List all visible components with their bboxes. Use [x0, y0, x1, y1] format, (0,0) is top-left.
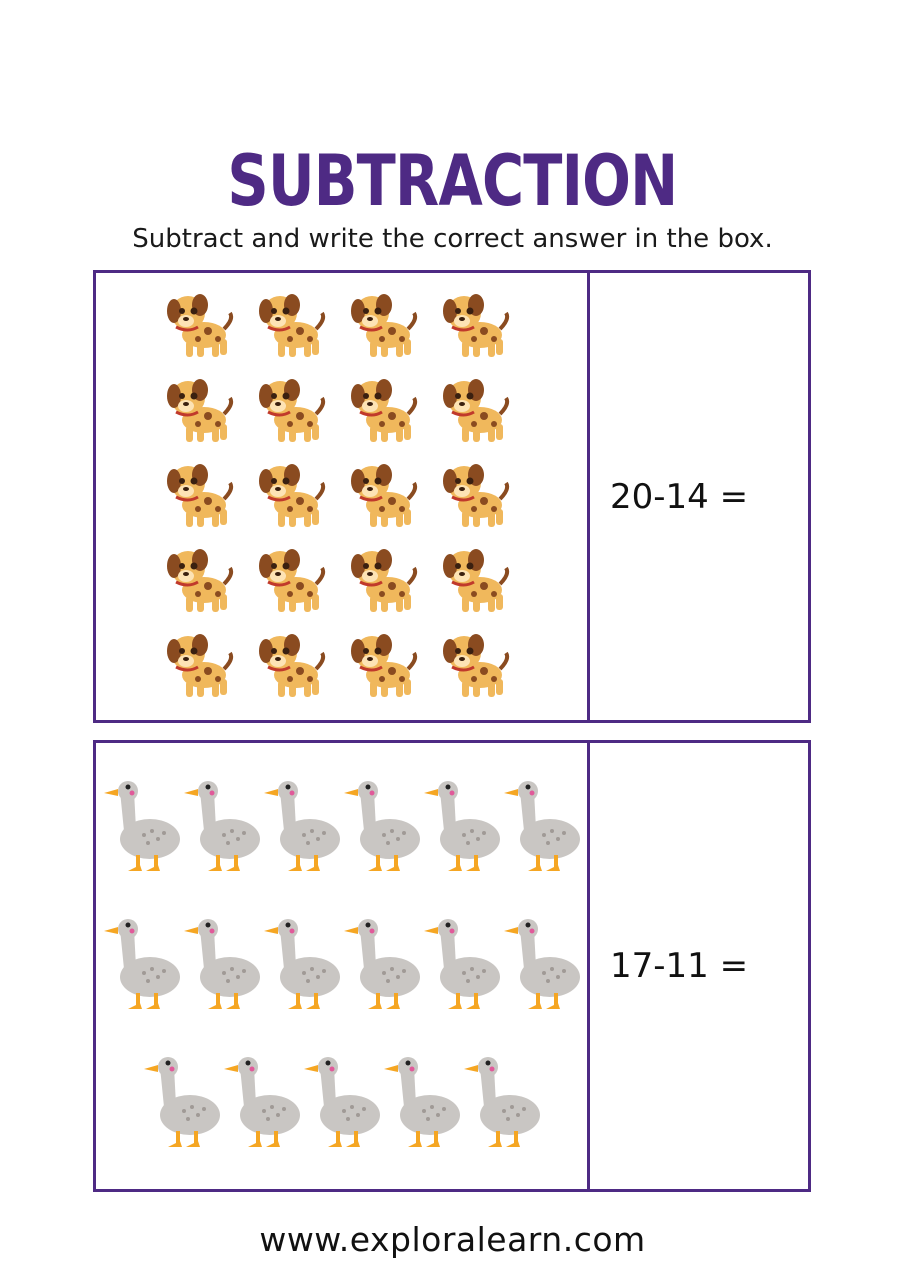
dog-icon [164, 459, 234, 535]
goose-icon [420, 909, 506, 1019]
dog-icon [348, 544, 418, 620]
dog-icon [348, 289, 418, 365]
goose-icon [500, 771, 586, 881]
goose-icon [260, 771, 346, 881]
dog-icon [164, 374, 234, 450]
footer-url: www.exploralearn.com [259, 1220, 646, 1259]
dog-icon [256, 459, 326, 535]
goose-icon [100, 771, 186, 881]
page-title: SUBTRACTION [227, 140, 678, 222]
goose-icon [300, 1047, 386, 1157]
goose-icon [180, 771, 266, 881]
dog-icon [164, 289, 234, 365]
dog-icon [256, 629, 326, 705]
goose-icon [460, 1047, 546, 1157]
equation-2[interactable]: 17-11 = [610, 946, 749, 986]
goose-icon [260, 909, 346, 1019]
dog-icon [440, 544, 510, 620]
dog-icon [348, 374, 418, 450]
dog-icon [440, 374, 510, 450]
dog-icon [256, 544, 326, 620]
goose-icon [340, 909, 426, 1019]
goose-icon [500, 909, 586, 1019]
dog-icon [440, 629, 510, 705]
dog-picture-area [96, 273, 590, 720]
dog-icon [348, 459, 418, 535]
goose-picture-area [96, 743, 590, 1189]
dog-icon [164, 629, 234, 705]
goose-icon [220, 1047, 306, 1157]
dog-icon [256, 374, 326, 450]
dog-icon [256, 289, 326, 365]
dog-icon [440, 289, 510, 365]
dog-icon [164, 544, 234, 620]
goose-icon [100, 909, 186, 1019]
problem-1 [93, 270, 811, 723]
dog-icon [440, 459, 510, 535]
goose-icon [340, 771, 426, 881]
goose-icon [140, 1047, 226, 1157]
instruction-text: Subtract and write the correct answer in the box. [132, 224, 773, 254]
goose-icon [180, 909, 266, 1019]
problem-2 [93, 740, 811, 1192]
dog-icon [348, 629, 418, 705]
goose-icon [380, 1047, 466, 1157]
equation-1[interactable]: 20-14 = [610, 476, 749, 517]
goose-icon [420, 771, 506, 881]
